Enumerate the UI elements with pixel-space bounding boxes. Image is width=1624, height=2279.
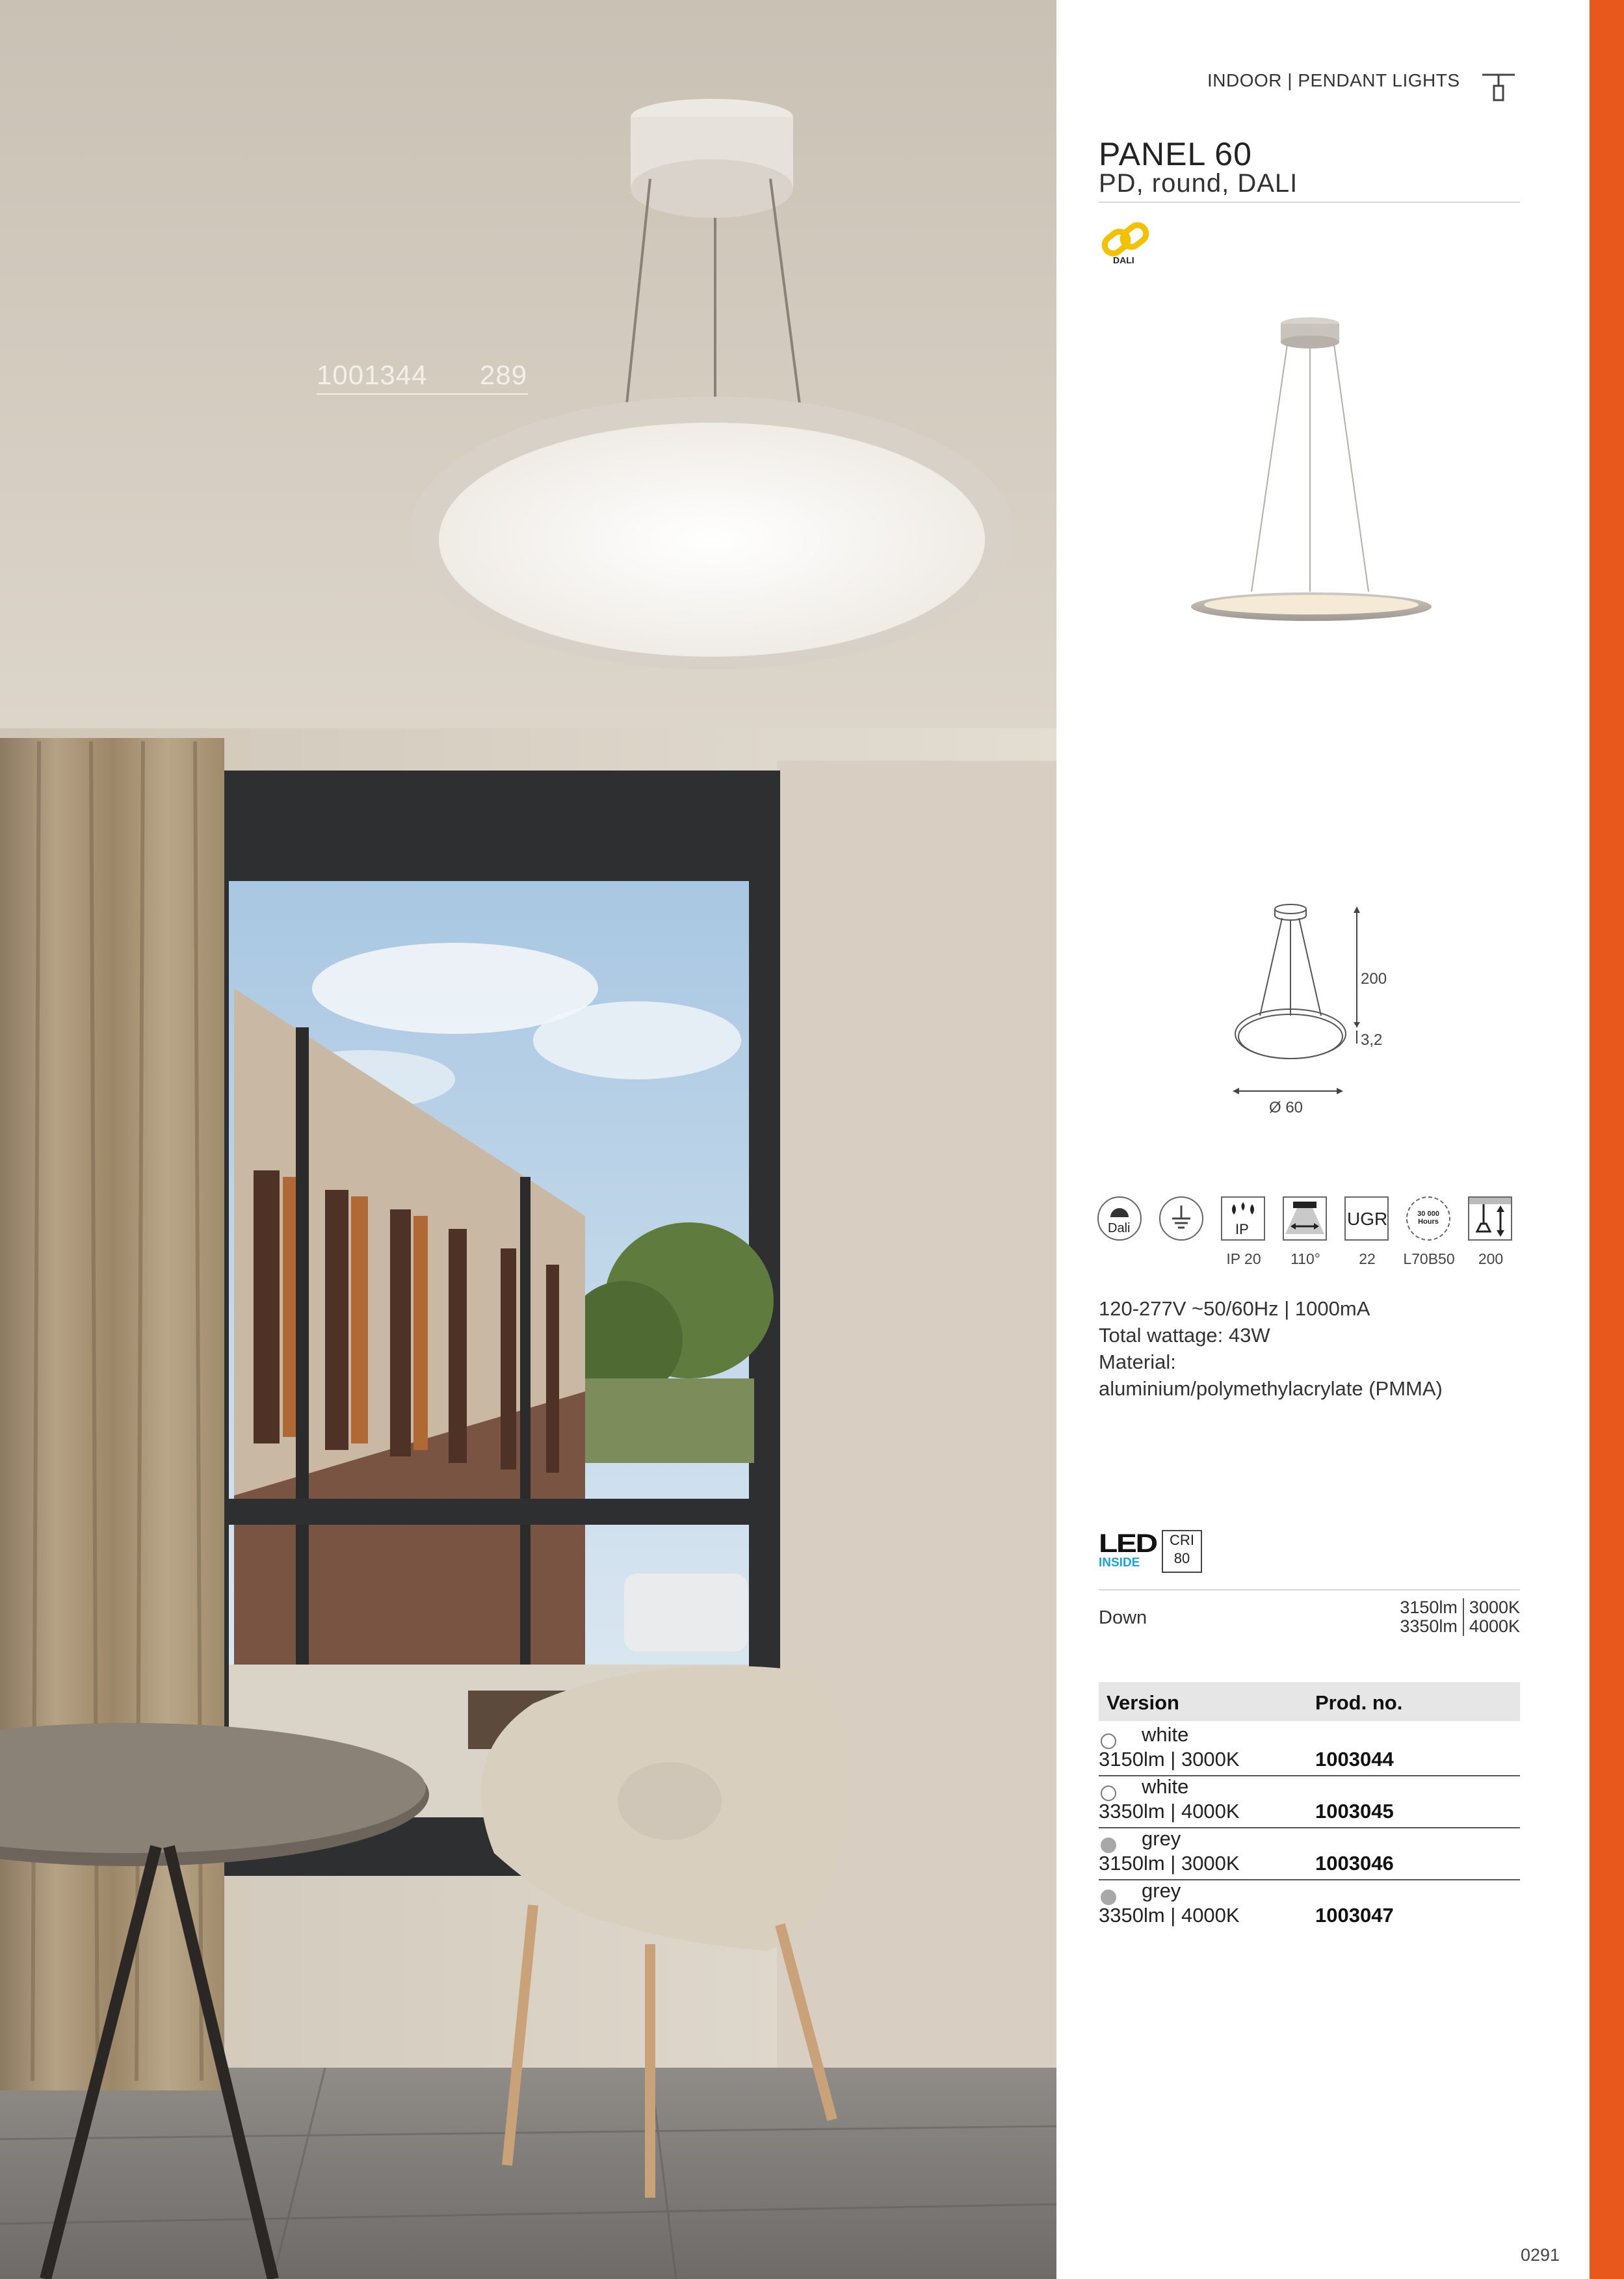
spec-wattage: Total wattage: 43W <box>1099 1324 1270 1347</box>
row-prod-no: 1003046 <box>1315 1852 1394 1875</box>
cri-value: 80 <box>1173 1550 1190 1566</box>
photo-product-code: 1001344 <box>317 360 428 390</box>
row-prod-no: 1003047 <box>1315 1904 1394 1927</box>
table-row <box>1099 1827 1520 1880</box>
lifetime-label: L70B50 <box>1403 1250 1455 1267</box>
product-title: PANEL 60 <box>1099 136 1252 172</box>
row-color: white <box>1142 1723 1189 1746</box>
column-prod-no: Prod. no. <box>1315 1691 1403 1714</box>
protection-class-icon <box>1159 1196 1203 1241</box>
ugr-icon: UGR <box>1344 1196 1389 1241</box>
row-spec: 3150lm | 3000K <box>1099 1852 1240 1875</box>
dimension-drawing <box>1222 897 1404 1118</box>
row-color: grey <box>1142 1827 1181 1850</box>
column-version: Version <box>1107 1691 1179 1714</box>
row-prod-no: 1003044 <box>1315 1748 1394 1771</box>
cable-length-label: 200 <box>1478 1250 1504 1267</box>
output-values <box>1385 1598 1520 1636</box>
table-row <box>1099 1775 1520 1828</box>
dali-badge <box>1099 215 1154 270</box>
category-header: INDOOR | PENDANT LIGHTS <box>1207 70 1460 90</box>
output-row-1: 3150lm 3000K <box>1400 1598 1520 1617</box>
version-table-header <box>1099 1682 1520 1721</box>
output-direction: Down <box>1099 1607 1147 1628</box>
dimension-height: 200 <box>1361 970 1387 988</box>
table-row <box>1099 1879 1520 1931</box>
dali-dimmable-icon: Dali <box>1097 1196 1142 1241</box>
lifetime-icon: 30 000 Hours <box>1406 1196 1450 1241</box>
cri-label: CRI <box>1170 1532 1194 1548</box>
page-number: 0291 <box>1521 2245 1560 2265</box>
dimension-thickness: 3,2 <box>1361 1031 1383 1049</box>
photo-label-underline <box>317 393 528 395</box>
title-divider <box>1099 202 1520 203</box>
grey-color-dot <box>1101 1838 1116 1853</box>
cri-badge <box>1162 1530 1202 1573</box>
pendant-lamp-icon <box>1482 73 1515 102</box>
ip-rating-icon: IP <box>1221 1196 1265 1241</box>
output-divider <box>1099 1589 1520 1590</box>
row-color: grey <box>1142 1879 1181 1902</box>
led-text: LED <box>1099 1529 1157 1558</box>
specifications <box>1099 1295 1515 1402</box>
row-spec: 3150lm | 3000K <box>1099 1748 1240 1771</box>
feature-icons <box>1097 1196 1520 1274</box>
led-inside-badge <box>1099 1529 1157 1572</box>
table-row <box>1099 1723 1520 1776</box>
dimension-diameter: Ø 60 <box>1269 1099 1303 1116</box>
ip-rating-label: IP 20 <box>1226 1250 1261 1267</box>
accent-sidebar <box>1590 0 1624 2279</box>
row-spec: 3350lm | 4000K <box>1099 1904 1240 1927</box>
product-subtitle: PD, round, DALI <box>1099 169 1298 198</box>
grey-color-dot <box>1101 1890 1116 1905</box>
white-color-dot <box>1101 1733 1116 1749</box>
spec-material-value: aluminium/polymethylacrylate (PMMA) <box>1099 1377 1443 1400</box>
row-spec: 3350lm | 4000K <box>1099 1800 1240 1823</box>
row-color: white <box>1142 1775 1189 1798</box>
spec-electrical: 120-277V ~50/60Hz | 1000mA <box>1099 1297 1370 1320</box>
beam-angle-icon <box>1283 1196 1327 1241</box>
ugr-label: 22 <box>1359 1250 1376 1267</box>
spec-material-label: Material: <box>1099 1350 1176 1373</box>
beam-angle-label: 110° <box>1290 1250 1320 1267</box>
dali-badge-text: DALI <box>1113 255 1134 265</box>
output-row-2: 3350lm 4000K <box>1400 1616 1520 1636</box>
photo-page-ref: 289 <box>480 360 528 390</box>
row-prod-no: 1003045 <box>1315 1800 1394 1823</box>
white-color-dot <box>1101 1785 1116 1801</box>
cable-length-icon <box>1468 1196 1512 1241</box>
inside-text: INSIDE <box>1099 1556 1140 1570</box>
product-image <box>1183 306 1443 631</box>
